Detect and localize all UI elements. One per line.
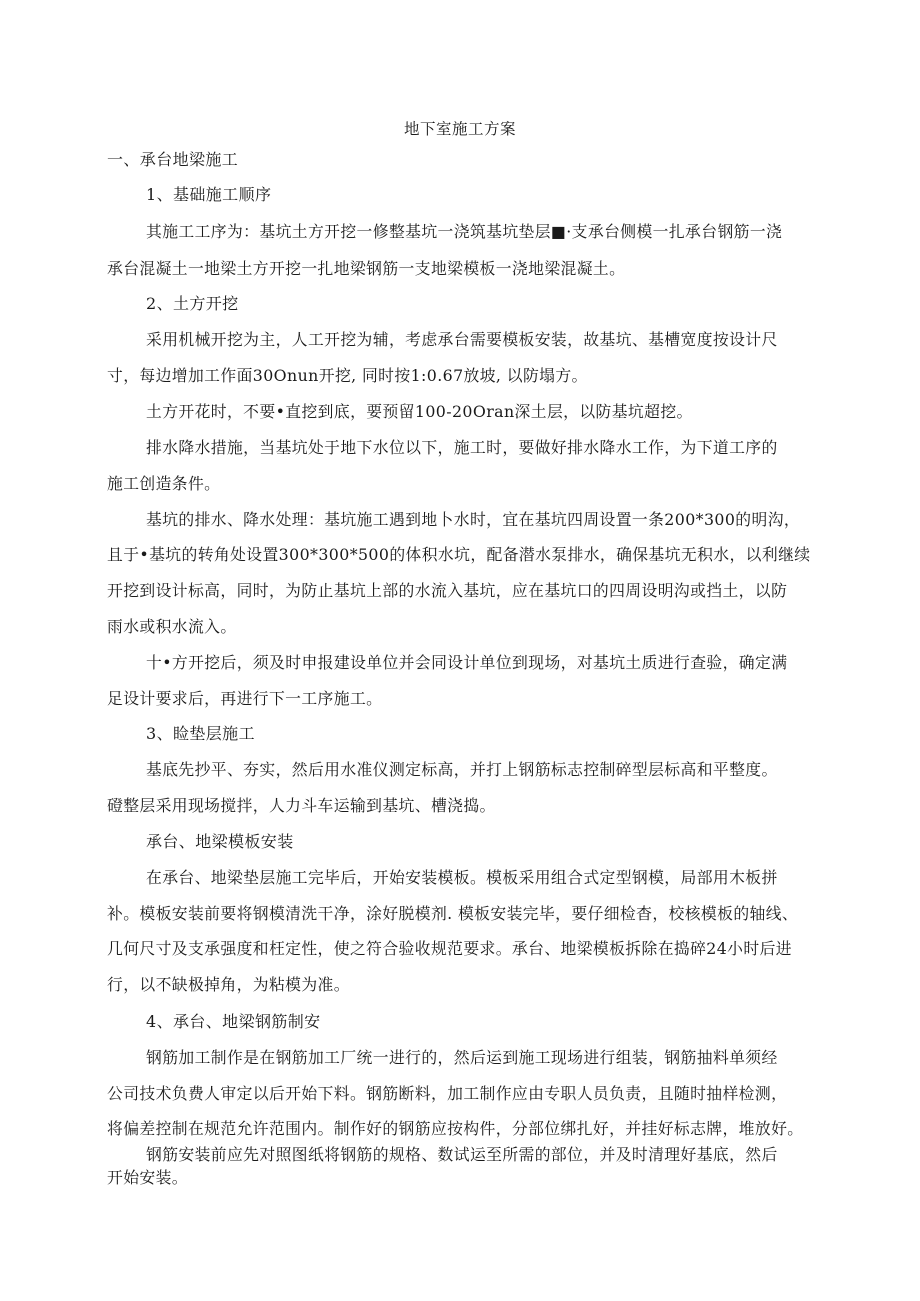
paragraph-line: 在承台、地梁垫层施工完毕后，开始安装模板。模板采用组合式定型钢模，局部用木板拼 xyxy=(146,868,778,887)
paragraph-line: 排水降水措施，当基坑处于地下水位以下，施工时，要做好排水降水工作，为下道工序的 xyxy=(146,438,778,457)
paragraph-line: 钢筋加工制作是在钢筋加工厂统一进行的，然后运到施工现场进行组装，钢筋抽料单须经 xyxy=(146,1048,778,1067)
paragraph-line: 采用机械开挖为主，人工开挖为辅，考虑承台需要模板安装，故基坑、基槽宽度按设计尺 xyxy=(146,330,778,349)
document-title: 地下室施工方案 xyxy=(403,120,516,138)
paragraph-line: 基坑的排水、降水处理：基坑施工遇到地卜水时，宜在基坑四周设置一条200*300的明沟， xyxy=(146,510,801,529)
paragraph-line: 公司技术负费人审定以后开始下料。钢筋断料，加工制作应由专职人员负责，且随时抽样检测， xyxy=(107,1084,788,1103)
paragraph-line: 施工创造条件。 xyxy=(107,474,221,493)
paragraph-line: 雨水或积水流入。 xyxy=(107,617,237,636)
paragraph-line: 开始安装。 xyxy=(107,1168,188,1187)
paragraph-line: 土方开花时，不要•直挖到底，要预留100-20Oran深土层，以防基坑超挖。 xyxy=(146,402,693,421)
subsection-heading: 2、土方开挖 xyxy=(146,294,239,313)
paragraph-line: 补。模板安装前要将钢模清洗干净，涂好脱模剂. 模板安装完毕，要仔细检杳，校核模板的轴线、 xyxy=(107,904,799,923)
section-heading: 一、承台地梁施工 xyxy=(107,150,239,169)
paragraph-line: 开挖到设计标高，同时，为防止基坑上部的水流入基坑，应在基坑口的四周设明沟或挡土，以防 xyxy=(107,581,788,600)
subsection-heading: 3、睑垫层施工 xyxy=(146,724,255,743)
paragraph-line: 十•方开挖后，须及时申报建设单位并会同设计单位到现场，对基坑土质进行查验，确定满 xyxy=(146,653,788,672)
paragraph-line: 承台混凝土一地梁土方开挖一扎地梁钢筋一支地梁模板一浇地梁混凝土。 xyxy=(107,259,626,278)
subsection-heading: 承台、地梁模板安装 xyxy=(146,832,294,851)
paragraph-line: 磴整层采用现场搅拌，人力斗车运输到基坑、槽浇捣。 xyxy=(107,796,496,815)
paragraph-line: 且于•基坑的转角处设置300*300*500的体积水坑，配备潜水泵排水，确保基坑无积水，以利继续 xyxy=(107,545,811,564)
paragraph-line: 几何尺寸及支承强度和枉定性，使之符合验收规范要求。承台、地梁模板拆除在捣碎24小时后进 xyxy=(107,939,792,958)
paragraph-line: 钢筋安装前应先对照图纸将钢筋的规格、数试运至所需的部位，并及时清理好基底，然后 xyxy=(146,1145,778,1164)
paragraph-line: 将偏差控制在规范允许范围内。制作好的钢筋应按构件，分部位绑扎好，并挂好标志牌，堆放好。 xyxy=(107,1119,804,1138)
paragraph-line: 基底先抄平、夯实，然后用水准仪测定标高，并打上钢筋标志控制碎型层标高和平整度。 xyxy=(146,760,778,779)
paragraph-line: 寸，每边增加工作面30Onun开挖, 同时按1:0.67放坡, 以防塌方。 xyxy=(107,366,588,385)
paragraph-line: 足设计要求后，再进行下一工序施工。 xyxy=(107,689,383,708)
subsection-heading: 1、基础施工顺序 xyxy=(146,185,272,204)
paragraph-line: 行，以不缺极掉角，为粘模为准。 xyxy=(107,975,350,994)
subsection-heading: 4、承台、地梁钢筋制安 xyxy=(146,1012,321,1031)
paragraph-line: 其施工工序为：基坑土方开挖一修整基坑一浇筑基坑垫层■·支承台侧模一扎承台钢筋一浇 xyxy=(146,222,783,241)
